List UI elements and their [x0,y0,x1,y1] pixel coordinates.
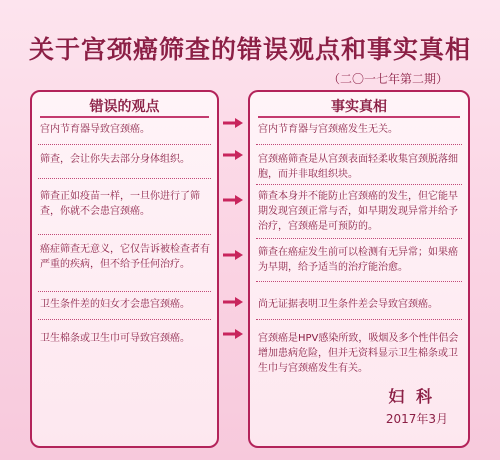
myth-item-4: 癌症筛查无意义，它仅告诉被检查者有严重的疾病，但不给予任何治疗。 [40,244,210,270]
myths-header-divider [40,116,209,118]
myths-panel [30,90,219,448]
myth-item-3: 筛查正如疫苗一样，一旦你进行了筛查，你就不会患宫颈癌。 [40,191,200,217]
row-divider [256,238,462,239]
arrow-right-icon [223,195,243,205]
myths-header: 错误的观点 [89,99,160,115]
fact-item-3: 筛查本身并不能防止宫颈癌的发生，但它能早期发现宫颈正常与否，如早期发现异常并给予治疗，宫颈癌是可预防的。 [258,191,458,232]
row-divider [256,281,462,282]
row-divider [38,234,211,235]
arrow-right-icon [223,297,243,307]
facts-panel [248,90,470,448]
arrow-right-icon [223,250,243,260]
date-label: 2017年3月 [385,412,448,426]
row-divider [38,319,211,320]
issue-label: （二〇一七年第二期） [327,72,448,86]
row-divider [38,144,211,145]
facts-header: 事实真相 [331,99,387,115]
department-label: 妇 科 [388,387,435,406]
arrow-right-icon [223,118,243,128]
row-divider [38,178,211,179]
myth-item-2: 筛查，会让你失去部分身体组织。 [40,154,190,165]
row-divider [256,144,462,145]
facts-header-divider [258,116,460,118]
arrow-right-icon [223,329,243,339]
myth-item-6: 卫生棉条或卫生巾可导致宫颈癌。 [40,333,190,344]
fact-item-2: 宫颈癌筛查是从宫颈表面轻柔收集宫颈脱落细胞，而并非取组织块。 [258,154,458,180]
fact-item-1: 宫内节育器与宫颈癌发生无关。 [258,124,398,135]
arrow-right-icon [223,150,243,160]
page-title: 关于宫颈癌筛查的错误观点和事实真相 [28,35,471,64]
row-divider [256,319,462,320]
myth-item-5: 卫生条件差的妇女才会患宫颈癌。 [40,299,190,310]
fact-item-4: 筛查在癌症发生前可以检测有无异常；如果癌为早期，给予适当的治疗能治愈。 [258,247,458,273]
row-divider [256,184,462,185]
fact-item-5: 尚无证据表明卫生条件差会导致宫颈癌。 [258,299,438,310]
myth-item-1: 宫内节育器导致宫颈癌。 [40,124,150,135]
row-divider [38,291,211,292]
fact-item-6: 宫颈癌是HPV感染所致，吸烟及多个性伴侣会增加患病危险，但并无资料显示卫生棉条或卫生巾与宫颈癌发生有关。 [258,333,459,374]
